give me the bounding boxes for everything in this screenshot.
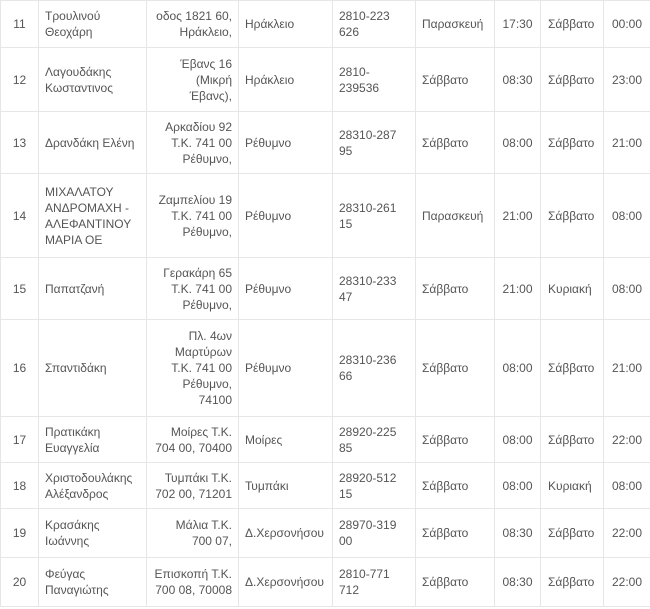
pharmacy-address-line: Ζαμπελίου 19 [158,192,232,207]
pharmacy-phone-line: 28310-233 [339,273,397,288]
pharmacy-address [147,258,239,320]
pharmacist-name [39,174,147,258]
row-number: 12 [1,48,39,112]
pharmacy-address [147,112,239,174]
pharmacy-city: Ρέθυμνο [239,258,333,320]
pharmacy-address-line: Ρέθυμνο, [182,151,232,166]
table-row [1,417,650,463]
pharmacy-address [147,320,239,417]
pharmacy-address [147,463,239,509]
pharmacist-name [39,48,147,112]
duty-start-day: Σάββατο [416,258,495,320]
pharmacist-name-line: Αλέξανδρος [45,486,109,501]
duty-end-day: Σάββατο [541,509,604,558]
row-number: 19 [1,509,39,558]
pharmacist-name [39,509,147,558]
pharmacy-address-line: Μάλια Τ.Κ. [175,518,232,532]
pharmacist-name-line: Φεύγας [45,567,86,581]
pharmacy-address-line: (Μικρή [195,72,232,87]
pharmacy-address-line: Ρέθυμνο, [182,224,232,239]
duty-start-time: 08:00 [495,417,541,463]
pharmacy-address-line: Μαρτύρων [174,345,232,359]
duty-end-day: Σάββατο [541,320,604,417]
pharmacy-phone-line: 28310-236 [339,353,397,367]
pharmacy-phone-line: 28310-287 [339,127,397,142]
pharmacist-name-line: Παναγιώτης [45,583,109,597]
pharmacy-address-line: 700 07, [191,534,232,548]
pharmacy-address-line: 700 08, 70008 [155,583,232,597]
pharmacy-address [147,1,239,48]
duty-start-day: Σάββατο [416,463,495,509]
table-row [1,509,650,558]
duty-start-day: Παρασκευή [416,174,495,258]
pharmacy-address-line: Τ.Κ. 741 00 [171,361,232,375]
table-body [1,1,650,607]
pharmacist-name-line: Χριστοδουλάκης [45,470,133,485]
pharmacy-address-line: Ηράκλειο, [179,25,232,39]
pharmacy-phone [333,174,416,258]
pharmacist-name [39,320,147,417]
pharmacist-name-line: Πρατικάκη [45,424,101,439]
duty-end-time: 22:00 [604,558,650,607]
pharmacy-address-line: Γερακάρη 65 [163,265,232,280]
duty-end-time: 21:00 [604,320,650,417]
table-row [1,258,650,320]
duty-end-time: 08:00 [604,174,650,258]
pharmacy-city: Ηράκλειο [239,48,333,112]
duty-end-day: Σάββατο [541,1,604,48]
pharmacy-phone-line: 2810-223 [339,9,390,23]
duty-end-time: 23:00 [604,48,650,112]
duty-start-time: 08:00 [495,112,541,174]
pharmacist-name-line: Παπατζανή [45,281,105,296]
pharmacy-address-line: Επισκοπή Τ.Κ. [154,567,232,581]
row-number: 20 [1,558,39,607]
pharmacy-phone-line: 95 [339,143,353,158]
pharmacy-phone-line: 28310-261 [339,200,397,215]
duty-start-day: Σάββατο [416,320,495,417]
pharmacist-name-line: Λαγουδάκης [45,64,112,79]
pharmacy-address-line: Τυμπάκι Τ.Κ. [164,470,232,485]
pharmacy-address [147,48,239,112]
pharmacy-phone-line: 2810-771 [339,567,390,581]
pharmacy-city: Δ.Χερσονήσου [239,558,333,607]
pharmacist-name-line: Δρανδάκη Ελένη [45,135,135,150]
duty-start-time: 17:30 [495,1,541,48]
pharmacy-address-line: οδος 1821 60, [156,9,232,23]
duty-start-day: Σάββατο [416,509,495,558]
pharmacy-phone-line: 2810- [339,64,370,79]
pharmacy-phone [333,463,416,509]
pharmacist-name [39,258,147,320]
pharmacy-address-line: Αρκαδίου 92 [165,119,232,134]
duty-end-day: Σάββατο [541,174,604,258]
pharmacy-address-line: 702 00, 71201 [155,486,232,501]
pharmacy-phone-line: 626 [339,25,360,39]
pharmacy-city: Ηράκλειο [239,1,333,48]
row-number: 11 [1,1,39,48]
pharmacy-phone [333,48,416,112]
pharmacist-name-line: Θεοχάρη [45,25,93,39]
table-row [1,558,650,607]
table-row [1,48,650,112]
pharmacy-address-line: Ρέθυμνο, [182,377,232,391]
duty-end-day: Κυριακή [541,463,604,509]
duty-end-time: 22:00 [604,509,650,558]
pharmacy-phone [333,320,416,417]
pharmacist-name-line: Ευαγγελία [45,440,100,455]
duty-start-time: 08:30 [495,509,541,558]
duty-end-day: Σάββατο [541,48,604,112]
table-row [1,320,650,417]
pharmacist-name [39,463,147,509]
duty-end-day: Σάββατο [541,112,604,174]
row-number: 15 [1,258,39,320]
duty-start-time: 08:30 [495,48,541,112]
pharmacist-name [39,417,147,463]
pharmacy-address-line: Έβανς), [189,88,232,103]
row-number: 18 [1,463,39,509]
pharmacist-name [39,1,147,48]
pharmacy-city: Τυμπάκι [239,463,333,509]
duty-end-time: 08:00 [604,258,650,320]
duty-end-time: 22:00 [604,417,650,463]
duty-end-day: Σάββατο [541,417,604,463]
pharmacy-phone-line: 239536 [339,80,380,95]
pharmacist-name-line: ΜΑΡΙΑ ΟΕ [45,232,103,247]
pharmacy-address-line: Μοίρες Τ.Κ. [170,424,232,439]
pharmacy-address-line: 704 00, 70400 [155,440,232,455]
pharmacy-address-line: Έβανς 16 [180,56,232,71]
pharmacy-phone-line: 85 [339,440,353,455]
table-row [1,1,650,48]
pharmacist-name-line: ΑΛΕΦΑΝΤΙΝΟΥ [45,216,132,231]
pharmacy-phone-line: 28920-225 [339,424,397,439]
duty-start-time: 21:00 [495,174,541,258]
pharmacy-phone [333,112,416,174]
duty-start-day: Σάββατο [416,417,495,463]
pharmacy-address-line: Τ.Κ. 741 00 [171,135,232,150]
pharmacist-name-line: Κρασάκης [45,518,100,532]
pharmacy-phone-line: 47 [339,289,353,304]
pharmacist-name-line: ΜΙΧΑΛΑΤΟΥ [45,184,114,199]
pharmacy-phone [333,509,416,558]
pharmacy-address [147,417,239,463]
duty-start-time: 08:00 [495,320,541,417]
pharmacy-phone-line: 28970-319 [339,518,397,532]
duty-start-time: 08:00 [495,463,541,509]
pharmacy-phone-line: 15 [339,486,353,501]
pharmacist-name-line: Σπαντιδάκη [45,361,107,375]
pharmacy-city: Δ.Χερσονήσου [239,509,333,558]
duty-end-time: 08:00 [604,463,650,509]
table-row [1,112,650,174]
row-number: 17 [1,417,39,463]
duty-start-time: 08:30 [495,558,541,607]
pharmacy-address-line: Τ.Κ. 741 00 [171,208,232,223]
pharmacy-phone [333,1,416,48]
duty-start-day: Σάββατο [416,112,495,174]
pharmacist-name-line: Κωσταντινος [45,80,114,95]
pharmacy-phone [333,558,416,607]
table-row [1,174,650,258]
pharmacy-address-line: Πλ. 4ων [188,329,232,343]
duty-end-time: 21:00 [604,112,650,174]
pharmacy-phone-line: 28920-512 [339,470,397,485]
pharmacist-name-line: Τρουλινού [45,9,101,23]
row-number: 14 [1,174,39,258]
duty-start-day: Παρασκευή [416,1,495,48]
table-row [1,463,650,509]
row-number: 13 [1,112,39,174]
pharmacist-name [39,112,147,174]
pharmacist-name [39,558,147,607]
pharmacy-address-line: 74100 [198,393,232,407]
duty-end-day: Σάββατο [541,558,604,607]
pharmacy-address-line: Τ.Κ. 741 00 [171,281,232,296]
duty-end-day: Κυριακή [541,258,604,320]
pharmacist-name-line: Ιωάννης [45,534,90,548]
pharmacy-city: Ρέθυμνο [239,174,333,258]
pharmacy-phone [333,258,416,320]
duty-start-day: Σάββατο [416,558,495,607]
duty-start-time: 21:00 [495,258,541,320]
pharmacy-phone-line: 00 [339,534,353,548]
pharmacy-city: Ρέθυμνο [239,320,333,417]
pharmacy-phone-line: 15 [339,216,353,231]
pharmacist-name-line: ΑΝΔΡΟΜΑΧΗ - [45,200,130,215]
pharmacy-address [147,509,239,558]
pharmacy-address [147,558,239,607]
duty-start-day: Σάββατο [416,48,495,112]
pharmacy-city: Μοίρες [239,417,333,463]
row-number: 16 [1,320,39,417]
duty-end-time: 00:00 [604,1,650,48]
pharmacy-city: Ρέθυμνο [239,112,333,174]
pharmacy-phone-line: 66 [339,369,353,383]
pharmacy-phone-line: 712 [339,583,360,597]
pharmacy-phone [333,417,416,463]
pharmacy-address [147,174,239,258]
pharmacy-address-line: Ρέθυμνο, [182,297,232,312]
